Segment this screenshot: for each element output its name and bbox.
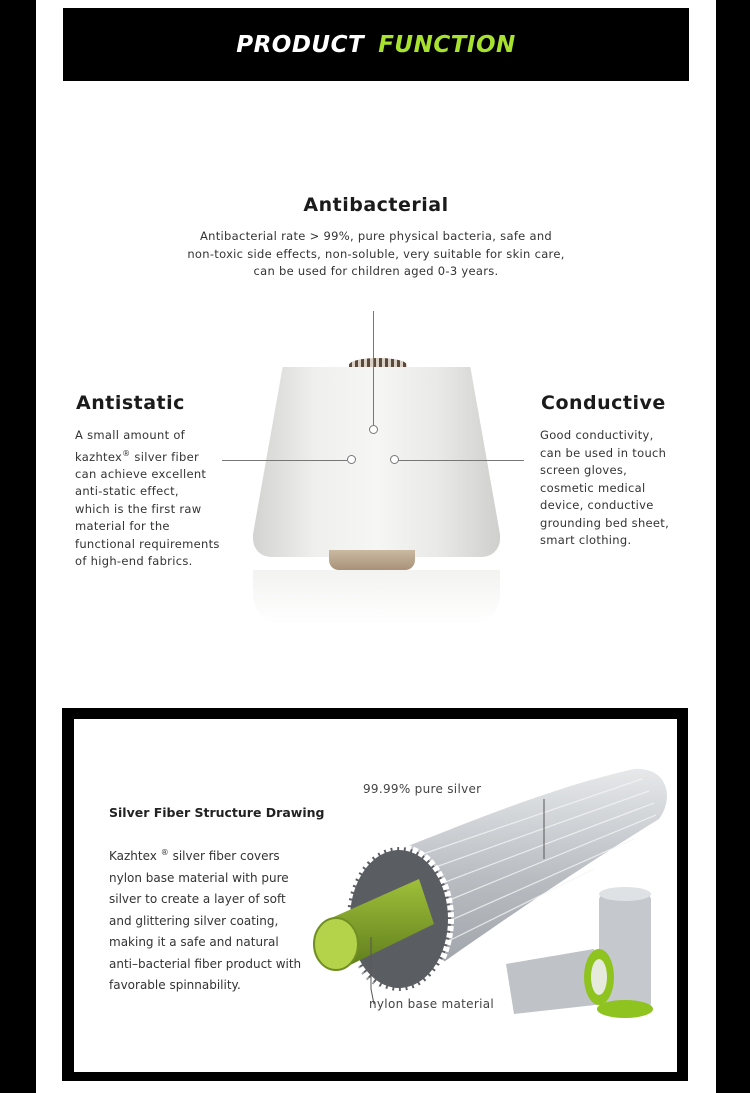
yarn-cone-image [249,355,504,625]
structure-panel [62,708,688,1081]
conductive-title: Conductive [541,392,666,414]
label-pure-silver: 99.99% pure silver [363,782,482,796]
cone-reflection [253,570,500,625]
antibacterial-callout-line [373,311,374,426]
antibacterial-title: Antibacterial [303,194,449,216]
header-title-green: FUNCTION [378,31,516,58]
antistatic-title: Antistatic [76,392,185,414]
structure-title: Silver Fiber Structure Drawing [109,805,325,820]
antistatic-text: A small amount of kazhtex® silver fiber can achieve excellent anti-static effect, which is the first raw material for the functional requirements of high-end fabrics. [75,428,220,569]
spool-small [506,949,614,1014]
page-content [36,0,716,1093]
header-title-white: PRODUCT [236,31,365,58]
antistatic-callout-line [222,460,347,461]
nylon-core-end [314,918,358,970]
structure-panel-inner [74,719,677,1072]
section-header [63,8,689,81]
antistatic-callout-dot [347,455,356,464]
conductive-callout-dot [390,455,399,464]
antibacterial-text: Antibacterial rate > 99%, pure physical bacteria, safe and non-toxic side effects, non-soluble, very suitable for skin care, can be used for children aged 0-3 years. [187,229,565,278]
fiber-structure-illustration [74,719,677,1072]
cone-body [253,367,500,557]
label-nylon-base: nylon base material [369,997,495,1011]
antibacterial-callout-dot [369,425,378,434]
cone-base [329,550,415,570]
structure-text: Kazhtex ® silver fiber covers nylon base material with pure silver to create a layer of soft and glittering silver coating, making it a safe and natural anti–bacterial fiber product with favorable spinnability. [109,848,302,992]
conductive-text: Good conductivity, can be used in touch screen gloves, cosmetic medical device, conductive grounding bed sheet, smart clothing. [540,428,670,547]
conductive-callout-line [398,460,524,461]
